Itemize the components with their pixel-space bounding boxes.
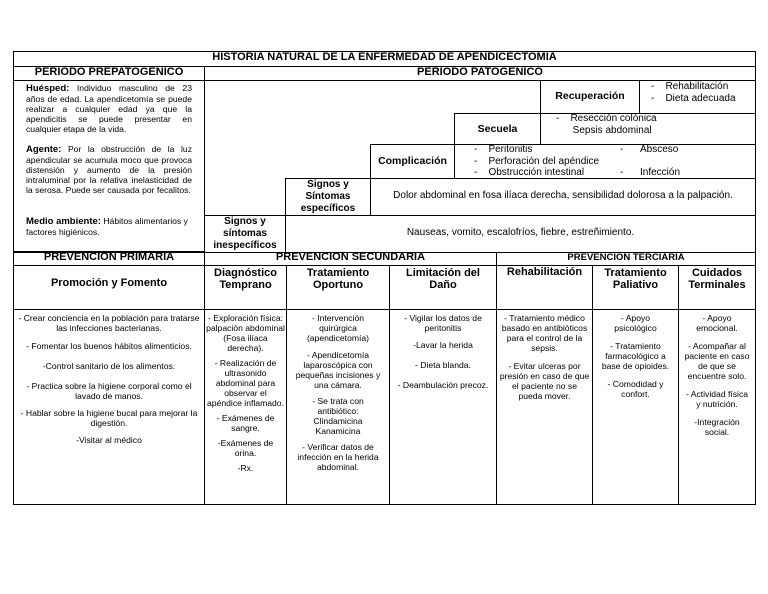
- medio-text: Hábitos alimentarios y factores higiénicos.: [26, 216, 188, 237]
- patogenico-header: PERIODO PATOGENICO: [417, 66, 543, 78]
- cuidados-list: [681, 313, 753, 437]
- limitacion-header: Limitación del Daño: [406, 267, 480, 291]
- list-item: - Se trata con antibiótico: Clindamicina Kanamicina: [312, 396, 364, 436]
- prevencion-primaria: PREVENCION PRIMARIA: [43, 251, 175, 263]
- medio-block: [26, 216, 192, 237]
- medio-label: Medio ambiente:: [26, 216, 101, 227]
- list-item: -Visitar al médico: [76, 435, 142, 445]
- tratamiento-header: Tratamiento Oportuno: [306, 267, 370, 291]
- list-item: - Comodidad y confort.: [607, 379, 664, 399]
- list-item: - Tratamiento farmacológico a base de opioides.: [601, 341, 670, 371]
- list-item: - Vigilar los datos de peritonitis: [404, 313, 482, 333]
- huesped-text: Individuo masculino de 23 años de edad. La apendicetomía se puede realizar a cualquier edad ya que la apendicitis se puede presentar en cualquier etapa de la vida.: [26, 83, 192, 134]
- list-item: - Fomentar los buenos hábitos alimenticios.: [26, 341, 192, 351]
- huesped-label: Huésped:: [26, 83, 70, 94]
- agente-label: Agente:: [26, 144, 62, 155]
- list-item: - Apoyo psicológico: [614, 313, 657, 333]
- list-item: - Peritonitis: [474, 144, 533, 155]
- huesped-block: [26, 83, 192, 134]
- document-title: HISTORIA NATURAL DE LA ENFERMEDAD DE APENDICECTOMIA: [212, 51, 557, 63]
- list-item: - Obstrucción intestinal: [474, 167, 585, 178]
- complicacion-list-left: [474, 144, 599, 179]
- list-item: - Perforación del apéndice: [474, 155, 600, 167]
- diagnostico-header: Diagnóstico Temprano: [214, 267, 277, 291]
- list-item: - Absceso: [620, 144, 679, 155]
- list-item: -Rx.: [237, 463, 254, 473]
- signos-especificos-text: Dolor abdominal en fosa ilíaca derecha, sensibilidad dolorosa a la palpación.: [393, 190, 733, 201]
- list-item: - Dieta blanda.: [415, 360, 471, 370]
- list-item: - Apendicetomía laparoscópica con pequeñas incisiones y una cámara.: [295, 350, 381, 390]
- promocion-header: Promoción y Fomento: [50, 277, 168, 289]
- complicacion-label: Complicación: [378, 155, 447, 167]
- list-item: - Acompañar al paciente en caso de que se encuentre solo.: [684, 341, 750, 381]
- signos-especificos-label: Signos y Síntomas específicos: [300, 179, 356, 214]
- secuela-label: Secuela: [477, 123, 518, 135]
- secuela-list: [556, 113, 657, 136]
- promocion-list: [17, 313, 201, 445]
- agente-block: [26, 144, 192, 195]
- list-item: - Actividad física y nutrición.: [685, 389, 749, 409]
- list-item: - Deambulación precoz.: [397, 380, 489, 390]
- recuperacion-list: [651, 81, 736, 104]
- complicacion-list-right: [620, 144, 680, 179]
- list-item: - Rehabilitación: [651, 81, 729, 92]
- list-item: - Evitar ulceras por presión en caso de que el paciente no se pueda mover.: [499, 361, 590, 401]
- cuidados-header: Cuidados Terminales: [688, 267, 746, 291]
- list-item: - Hablar sobre la higiene bucal para mejorar la digestión.: [20, 408, 198, 428]
- list-item: - Exploración física: palpación abdominal (Fosa ilíaca derecha).: [206, 313, 285, 353]
- list-item: - Tratamiento médico basado en antibióticos para el control de la sepsis.: [501, 313, 588, 353]
- rehabilitacion-header: Rehabilitación: [506, 266, 583, 278]
- list-item: - Verificar datos de infección en la herida abdominal.: [297, 442, 379, 472]
- signos-inespecificos-text: Nauseas, vomito, escalofríos, fiebre, estreñimiento.: [406, 227, 635, 238]
- prevencion-secundaria: PREVENCION SECUNDARIA: [275, 251, 426, 263]
- prepatogenico-header: PERIODO PREPATOGENICO: [34, 66, 184, 78]
- list-item: - Realización de ultrasonido abdominal para observar el apéndice inflamado.: [207, 358, 284, 408]
- recuperacion-label: Recuperación: [555, 90, 625, 102]
- paliativo-list: [595, 313, 676, 399]
- signos-inespecificos-label: Signos y síntomas inespecíficos: [213, 216, 277, 251]
- diagnostico-list: [206, 313, 285, 473]
- list-item: [620, 156, 680, 168]
- list-item: - Intervención quirúrgica (apendicetomía): [306, 313, 370, 343]
- list-item: -Integración social.: [694, 417, 740, 437]
- list-item: - Crear conciencia en la población para tratarse las infecciones bacterianas.: [18, 313, 200, 333]
- list-item: - Practica sobre la higiene corporal como el lavado de manos.: [26, 381, 192, 401]
- list-item: - Exámenes de sangre.: [216, 413, 275, 433]
- list-item: - Resección colónica: [556, 113, 657, 124]
- list-item: -Exámenes de orina.: [217, 438, 274, 458]
- list-item: - Infección: [620, 167, 681, 178]
- rehabilitacion-list: [499, 313, 590, 401]
- prevencion-terciaria: PREVENCION TERCIARIA: [567, 252, 685, 263]
- list-item: -Control sanitario de los alimentos.: [42, 361, 176, 371]
- list-item: - Dieta adecuada: [651, 92, 736, 104]
- tratamiento-list: [290, 313, 386, 472]
- paliativo-header: Tratamiento Paliativo: [604, 267, 667, 291]
- agente-text: Por la obstrucción de la luz apendicular se acumula moco que provoca distensión y aumento de la presión intraluminal por la relativa inelasticidad de la serosa. Puede ser causada por fecalitos.: [26, 144, 192, 195]
- limitacion-list: [392, 313, 494, 390]
- list-item: - Apoyo emocional.: [696, 313, 738, 333]
- list-item: -Lavar la herida: [413, 340, 473, 350]
- list-item: Sepsis abdominal: [572, 124, 652, 136]
